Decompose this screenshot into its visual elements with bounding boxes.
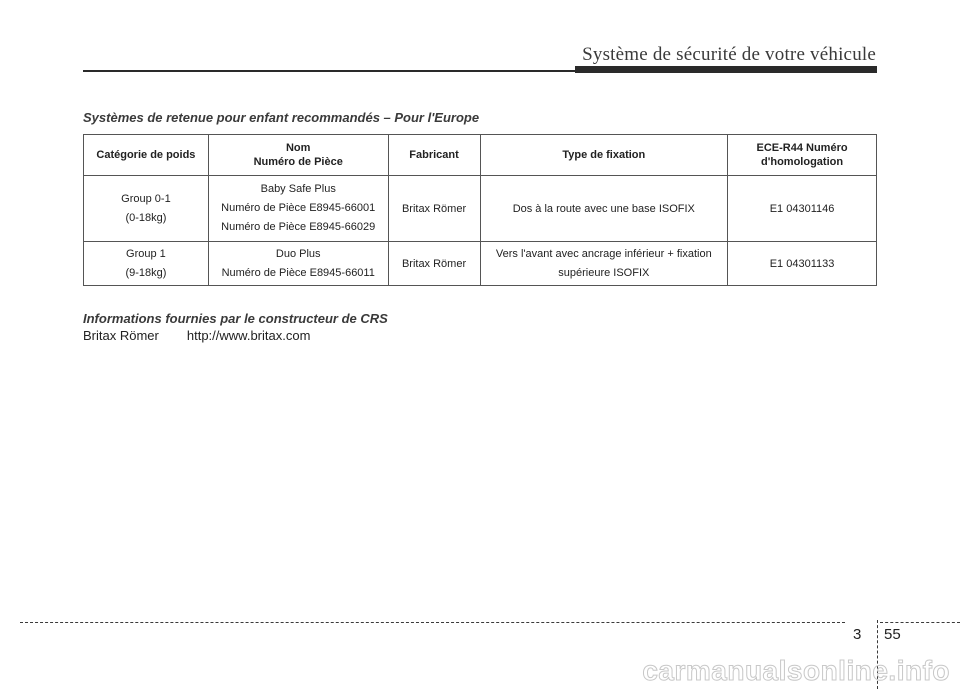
- table-row: [84, 242, 877, 286]
- table-row: [84, 176, 877, 242]
- cell-manufacturer: Britax Römer: [388, 242, 480, 286]
- header-weight-category: Catégorie de poids: [84, 135, 209, 176]
- header-rule: [83, 70, 583, 72]
- header-approval-number: ECE-R44 Numéro d'homologation: [728, 135, 877, 176]
- page-number: 55: [884, 626, 901, 643]
- cell-name-part-number: Baby Safe Plus Numéro de Pièce E8945-66001 Numéro de Pièce E8945-66029: [208, 176, 388, 242]
- cell-approval-number: E1 04301133: [728, 242, 877, 286]
- footer-rule: [20, 622, 845, 623]
- header-rule-accent: [575, 66, 877, 73]
- table-header-row: [84, 135, 877, 176]
- header-name-part-number: Nom Numéro de Pièce: [208, 135, 388, 176]
- info-manufacturer: Britax Römer: [83, 328, 159, 343]
- info-url-link[interactable]: http://www.britax.com: [186, 328, 311, 343]
- cell-manufacturer: Britax Römer: [388, 176, 480, 242]
- info-heading: Informations fournies par le constructeur de CRS: [83, 311, 388, 326]
- cell-name-part-number: Duo Plus Numéro de Pièce E8945-66011: [208, 242, 388, 286]
- child-restraint-table: [83, 134, 877, 286]
- info-line: [83, 328, 310, 343]
- header-fixation-type: Type de fixation: [480, 135, 728, 176]
- footer-rule-right: [880, 622, 960, 623]
- cell-fixation-type: Vers l'avant avec ancrage inférieur + fixation supérieure ISOFIX: [480, 242, 728, 286]
- cell-weight-category: Group 0-1 (0-18kg): [84, 176, 209, 242]
- cell-fixation-type: Dos à la route avec une base ISOFIX: [480, 176, 728, 242]
- section-heading: Systèmes de retenue pour enfant recommandés – Pour l'Europe: [83, 110, 480, 125]
- page-header-title: Système de sécurité de votre véhicule: [582, 44, 876, 65]
- watermark-text: carmanualsonline.info: [642, 655, 950, 686]
- cell-approval-number: E1 04301146: [728, 176, 877, 242]
- chapter-number: 3: [853, 626, 862, 643]
- header-manufacturer: Fabricant: [388, 135, 480, 176]
- cell-weight-category: Group 1 (9-18kg): [84, 242, 209, 286]
